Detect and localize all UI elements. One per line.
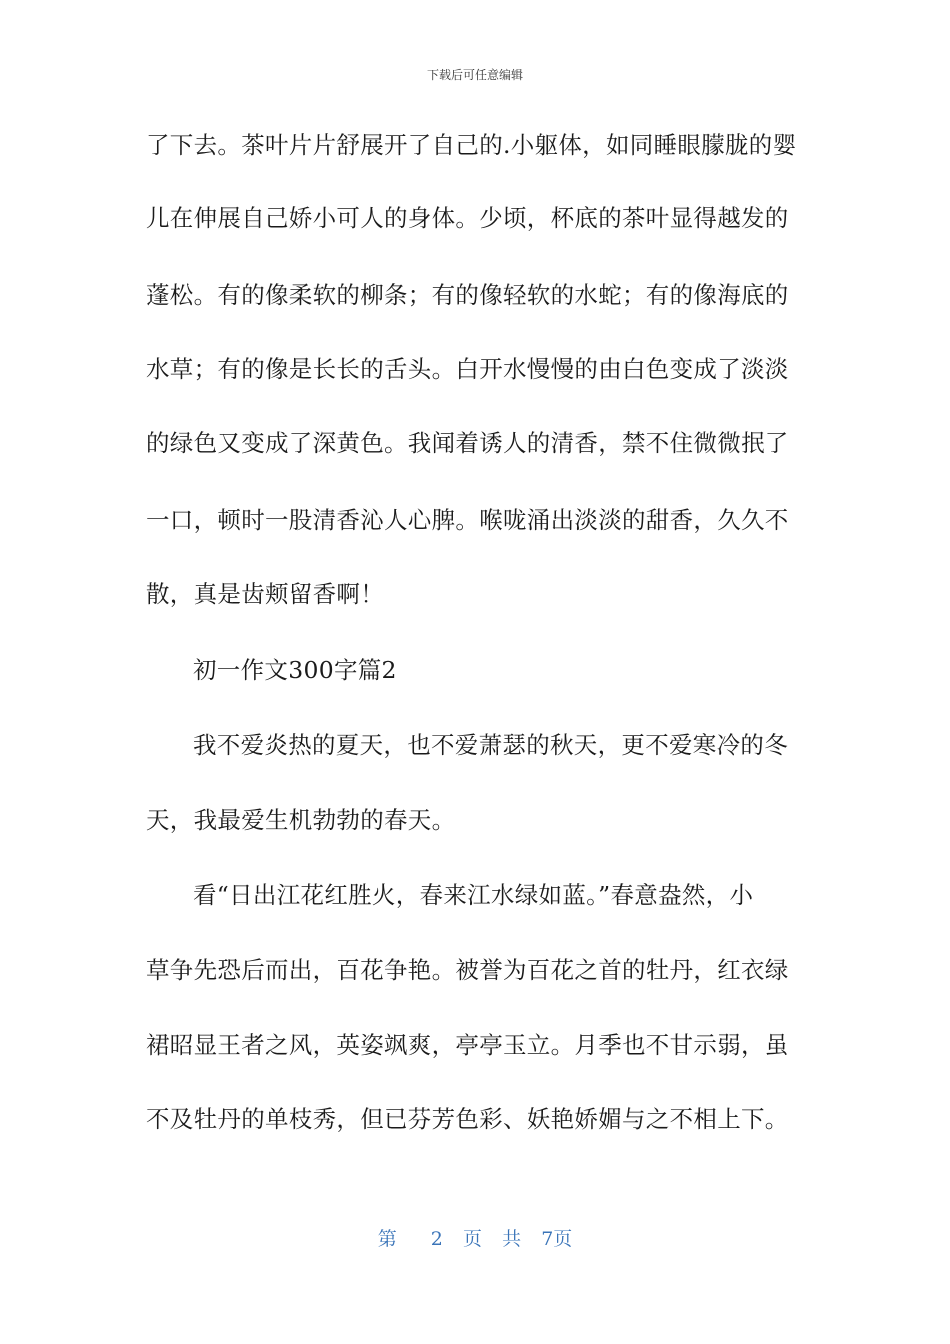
text-line: 蓬松。有的像柔软的柳条；有的像轻软的水蛇；有的像海底的 <box>146 281 789 309</box>
page-header: 下载后可任意编辑 <box>426 68 523 82</box>
text-line: 天，我最爱生机勃勃的春天。 <box>146 806 456 834</box>
footer-total-label: 共 <box>502 1228 522 1250</box>
text-line: 散，真是齿颊留香啊！ <box>146 580 384 608</box>
text-line: 裙昭显王者之风，英姿飒爽，亭亭玉立。月季也不甘示弱，虽 <box>146 1031 789 1059</box>
text-line: 儿在伸展自己娇小可人的身体。少顷，杯底的茶叶显得越发的 <box>146 204 789 232</box>
text-line: 草争先恐后而出，百花争艳。被誉为百花之首的牡丹，红衣绿 <box>146 956 789 984</box>
text-line: 的绿色又变成了深黄色。我闻着诱人的清香，禁不住微微抿了 <box>146 429 789 457</box>
text-line: 不及牡丹的单枝秀，但已芬芳色彩、妖艳娇媚与之不相上下。 <box>146 1105 789 1133</box>
footer-total-pages: 7页 <box>541 1228 573 1250</box>
text-line: 一口，顿时一股清香沁人心脾。喉咙涌出淡淡的甜香，久久不 <box>146 506 789 534</box>
page-footer <box>0 1226 950 1252</box>
text-line: 看“日出江花红胜火，春来江水绿如蓝。”春意盎然，小 <box>193 881 754 909</box>
footer-page-unit: 页 <box>462 1228 482 1250</box>
footer-current-page: 2 <box>430 1228 443 1250</box>
text-line: 了下去。茶叶片片舒展开了自己的.小躯体，如同睡眼朦胧的婴 <box>146 131 797 159</box>
section-heading: 初一作文300字篇2 <box>193 656 397 684</box>
footer-page-label: 第 <box>377 1228 397 1250</box>
text-line: 我不爱炎热的夏天，也不爱萧瑟的秋天，更不爱寒冷的冬 <box>193 731 788 759</box>
text-line: 水草；有的像是长长的舌头。白开水慢慢的由白色变成了淡淡 <box>146 355 789 383</box>
